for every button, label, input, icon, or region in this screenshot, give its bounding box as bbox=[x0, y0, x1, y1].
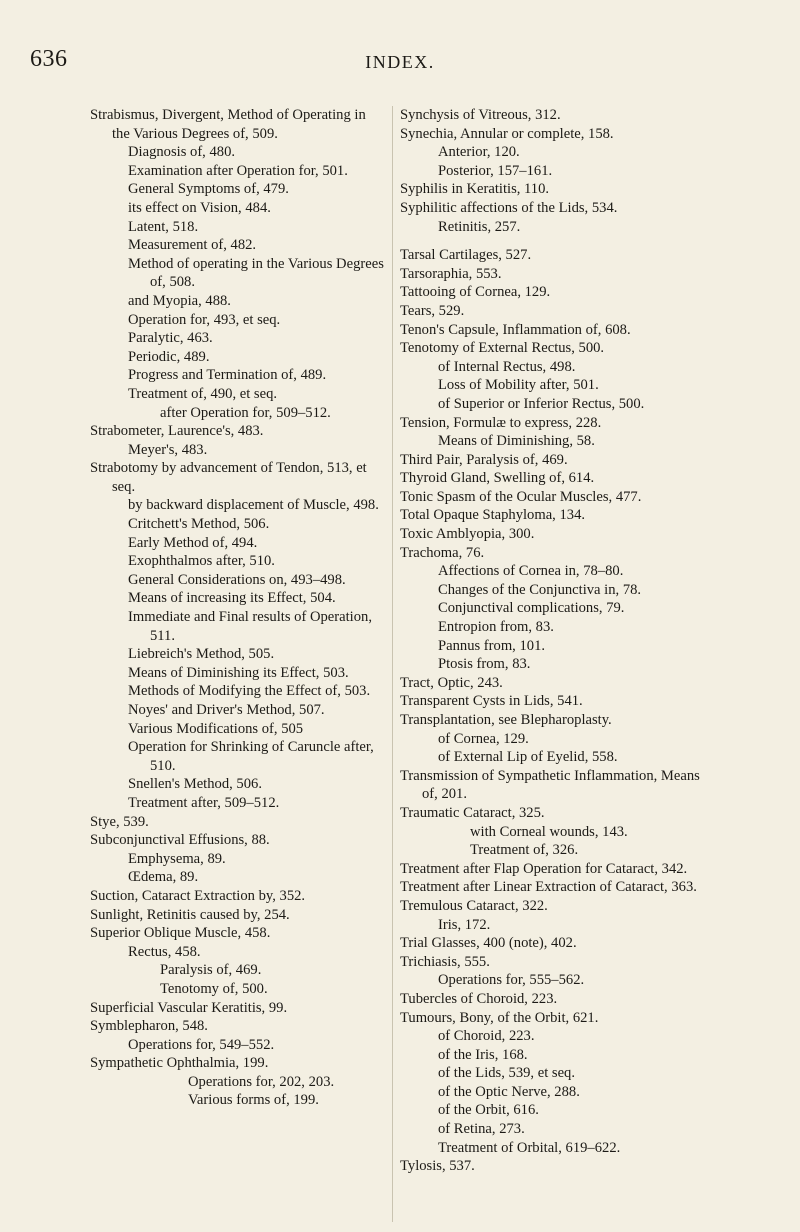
index-entry-text: Emphysema, 89. bbox=[128, 850, 226, 867]
index-column-right bbox=[400, 106, 705, 1176]
index-entry-text: after Operation for, 509–512. bbox=[160, 404, 331, 421]
page-number: 636 bbox=[30, 46, 68, 72]
index-entry bbox=[400, 860, 705, 879]
index-entry bbox=[90, 515, 386, 534]
index-entry bbox=[90, 738, 386, 775]
index-entry-text: Rectus, 458. bbox=[128, 943, 201, 960]
index-entry bbox=[90, 720, 386, 739]
index-entry-text: Early Method of, 494. bbox=[128, 534, 258, 551]
index-entry-text: Posterior, 157–161. bbox=[438, 162, 553, 179]
index-entry-text: Treatment of, 490, et seq. bbox=[128, 385, 278, 402]
index-entry bbox=[90, 682, 386, 701]
index-entry bbox=[400, 953, 705, 972]
index-entry bbox=[90, 571, 386, 590]
index-entry-text: Tubercles of Choroid, 223. bbox=[400, 990, 558, 1007]
index-entry-text: of the Iris, 168. bbox=[438, 1046, 528, 1063]
index-entry-text: Treatment of, 326. bbox=[470, 842, 579, 859]
index-entry-text: Syphilitic affections of the Lids, 534. bbox=[400, 199, 618, 216]
index-entry-text: Method of operating in the Various Degrees of, 508. bbox=[128, 255, 384, 291]
index-entry-text: Tenotomy of, 500. bbox=[160, 980, 268, 997]
index-entry bbox=[400, 711, 705, 730]
index-entry bbox=[400, 395, 705, 414]
index-entry-text: Symblepharon, 548. bbox=[90, 1018, 208, 1035]
index-entry bbox=[400, 469, 705, 488]
index-entry-text: of Retina, 273. bbox=[438, 1121, 525, 1138]
index-entry bbox=[400, 1120, 705, 1139]
index-entry-text: Operations for, 202, 203. bbox=[188, 1073, 335, 1090]
index-entry-text: and Myopia, 488. bbox=[128, 292, 231, 309]
index-entry bbox=[90, 143, 386, 162]
index-entry bbox=[400, 730, 705, 749]
index-entry bbox=[400, 1101, 705, 1120]
index-entry bbox=[400, 841, 705, 860]
index-entry bbox=[400, 934, 705, 953]
index-entry-text: Means of increasing its Effect, 504. bbox=[128, 590, 336, 607]
index-entry-text: Tarsoraphia, 553. bbox=[400, 265, 502, 282]
index-entry-text: Trichiasis, 555. bbox=[400, 953, 490, 970]
index-entry-text: Subconjunctival Effusions, 88. bbox=[90, 832, 270, 849]
index-entry-text: Diagnosis of, 480. bbox=[128, 144, 236, 161]
index-entry-text: Means of Diminishing its Effect, 503. bbox=[128, 664, 349, 681]
index-entry bbox=[400, 218, 705, 237]
index-entry bbox=[90, 701, 386, 720]
index-entry-text: Transparent Cysts in Lids, 541. bbox=[400, 693, 583, 710]
index-entry-text: Tension, Formulæ to express, 228. bbox=[400, 414, 602, 431]
index-entry bbox=[400, 878, 705, 897]
index-entry-text: Tarsal Cartilages, 527. bbox=[400, 247, 532, 264]
index-entry bbox=[90, 404, 386, 423]
index-entry bbox=[90, 589, 386, 608]
index-entry-text: Entropion from, 83. bbox=[438, 619, 554, 636]
index-entry-text: Sunlight, Retinitis caused by, 254. bbox=[90, 906, 290, 923]
index-entry-text: Noyes' and Driver's Method, 507. bbox=[128, 702, 325, 718]
index-entry-text: Operations for, 549–552. bbox=[128, 1036, 275, 1053]
index-entry-text: Trial Glasses, 400 (note), 402. bbox=[400, 935, 577, 952]
index-entry bbox=[400, 990, 705, 1009]
index-entry bbox=[400, 692, 705, 711]
index-entry-text: Stye, 539. bbox=[90, 813, 149, 830]
index-entry bbox=[90, 943, 386, 962]
index-entry-text: Treatment after Linear Extraction of Cataract, 363. bbox=[400, 879, 697, 896]
index-entry bbox=[400, 823, 705, 842]
index-entry-text: Transplantation, see Blepharoplasty. bbox=[400, 712, 612, 728]
index-entry-text: Syphilis in Keratitis, 110. bbox=[400, 181, 550, 198]
index-entry bbox=[90, 794, 386, 813]
index-entry-text: Various Modifications of, 505 bbox=[128, 720, 304, 737]
index-entry bbox=[90, 645, 386, 664]
index-entry-text: of External Lip of Eyelid, 558. bbox=[438, 749, 618, 766]
index-entry-text: Treatment after Flap Operation for Cataract, 342. bbox=[400, 860, 688, 877]
index-entry bbox=[400, 180, 705, 199]
index-entry-text: by backward displacement of Muscle, 498. bbox=[128, 497, 379, 514]
index-entry-text: of the Orbit, 616. bbox=[438, 1102, 539, 1119]
index-entry-text: Synchysis of Vitreous, 312. bbox=[400, 107, 561, 123]
index-entry bbox=[400, 637, 705, 656]
index-entry-text: Suction, Cataract Extraction by, 352. bbox=[90, 887, 306, 904]
index-entry-text: Means of Diminishing, 58. bbox=[438, 433, 595, 450]
index-entry-text: Latent, 518. bbox=[128, 218, 199, 235]
index-entry-text: Superior Oblique Muscle, 458. bbox=[90, 925, 271, 942]
index-entry-text: Snellen's Method, 506. bbox=[128, 776, 262, 793]
index-entry-text: of the Optic Nerve, 288. bbox=[438, 1083, 580, 1100]
index-entry-text: Synechia, Annular or complete, 158. bbox=[400, 125, 614, 142]
index-entry-text: Thyroid Gland, Swelling of, 614. bbox=[400, 470, 595, 487]
index-entry-text: Conjunctival complications, 79. bbox=[438, 600, 625, 617]
index-entry-text: Tenotomy of External Rectus, 500. bbox=[400, 340, 605, 357]
index-entry bbox=[90, 180, 386, 199]
index-entry-text: Periodic, 489. bbox=[128, 348, 210, 365]
index-entry bbox=[90, 311, 386, 330]
index-entry-text: Methods of Modifying the Effect of, 503. bbox=[128, 683, 371, 700]
index-entry-text: Toxic Amblyopia, 300. bbox=[400, 526, 535, 543]
index-entry bbox=[90, 608, 386, 645]
index-entry bbox=[90, 162, 386, 181]
index-entry bbox=[400, 767, 705, 804]
index-entry-text: Meyer's, 483. bbox=[128, 441, 208, 458]
index-entry bbox=[90, 980, 386, 999]
index-entry bbox=[90, 496, 386, 515]
index-entry bbox=[400, 265, 705, 284]
index-entry bbox=[400, 748, 705, 767]
index-entry-text: Strabismus, Divergent, Method of Operating in the Various Degrees of, 509. bbox=[90, 107, 366, 142]
index-entry-text: Iris, 172. bbox=[438, 916, 491, 933]
index-entry bbox=[400, 1046, 705, 1065]
index-entry-text: Third Pair, Paralysis of, 469. bbox=[400, 451, 568, 468]
index-entry bbox=[90, 459, 386, 496]
index-entry-text: Anterior, 120. bbox=[438, 144, 520, 161]
index-entry bbox=[400, 143, 705, 162]
index-entry bbox=[400, 125, 705, 144]
index-entry-text: Critchett's Method, 506. bbox=[128, 516, 270, 533]
index-entry bbox=[90, 255, 386, 292]
index-entry bbox=[90, 1036, 386, 1055]
index-entry bbox=[90, 1054, 386, 1073]
index-entry bbox=[400, 674, 705, 693]
index-entry-text: of Superior or Inferior Rectus, 500. bbox=[438, 395, 645, 412]
index-entry-text: Trachoma, 76. bbox=[400, 544, 485, 561]
index-entry-text: Strabometer, Laurence's, 483. bbox=[90, 423, 264, 440]
index-entry-text: Treatment of Orbital, 619–622. bbox=[438, 1139, 621, 1156]
index-entry bbox=[90, 199, 386, 218]
index-entry bbox=[400, 339, 705, 358]
column-divider bbox=[392, 106, 393, 1222]
index-entry bbox=[90, 552, 386, 571]
index-entry bbox=[400, 162, 705, 181]
index-entry bbox=[400, 432, 705, 451]
index-entry bbox=[400, 618, 705, 637]
index-entry bbox=[90, 887, 386, 906]
index-entry bbox=[400, 302, 705, 321]
index-entry-text: Total Opaque Staphyloma, 134. bbox=[400, 507, 586, 524]
index-entry-text: of Internal Rectus, 498. bbox=[438, 358, 576, 375]
index-entry-text: Examination after Operation for, 501. bbox=[128, 162, 348, 179]
index-entry bbox=[90, 441, 386, 460]
index-entry bbox=[90, 218, 386, 237]
index-entry-text: Paralysis of, 469. bbox=[160, 962, 262, 979]
index-column-left bbox=[90, 106, 386, 1110]
index-entry-text: Traumatic Cataract, 325. bbox=[400, 804, 545, 821]
index-entry bbox=[400, 581, 705, 600]
index-entry-text: Strabotomy by advancement of Tendon, 513, et seq. bbox=[90, 460, 367, 495]
index-entry bbox=[90, 775, 386, 794]
index-entry bbox=[400, 451, 705, 470]
index-entry bbox=[90, 329, 386, 348]
index-entry-text: Pannus from, 101. bbox=[438, 637, 546, 654]
index-entry bbox=[90, 906, 386, 925]
index-entry bbox=[400, 283, 705, 302]
index-entry bbox=[400, 525, 705, 544]
index-entry-text: of Choroid, 223. bbox=[438, 1028, 535, 1045]
index-entry-text: Tattooing of Cornea, 129. bbox=[400, 284, 551, 301]
index-entry bbox=[400, 414, 705, 433]
index-entry bbox=[90, 924, 386, 943]
index-entry-text: Operation for Shrinking of Caruncle after, 510. bbox=[128, 739, 374, 774]
index-entry bbox=[90, 831, 386, 850]
index-entry bbox=[400, 246, 705, 265]
index-entry bbox=[400, 321, 705, 340]
index-entry bbox=[90, 236, 386, 255]
index-entry-text: Transmission of Sympathetic Inflammation, Means of, 201. bbox=[400, 767, 700, 803]
running-head: INDEX. bbox=[365, 52, 435, 72]
index-entry bbox=[400, 804, 705, 823]
index-entry bbox=[400, 562, 705, 581]
index-entry-text: Various forms of, 199. bbox=[188, 1092, 319, 1109]
index-entry bbox=[400, 971, 705, 990]
index-entry bbox=[400, 106, 705, 125]
index-entry-text: Liebreich's Method, 505. bbox=[128, 646, 275, 663]
index-entry-text: Tylosis, 537. bbox=[400, 1158, 475, 1175]
index-entry-text: Immediate and Final results of Operation, 511. bbox=[128, 609, 372, 644]
index-entry bbox=[400, 1139, 705, 1158]
index-entry-text: Loss of Mobility after, 501. bbox=[438, 377, 599, 394]
index-entry bbox=[400, 1027, 705, 1046]
index-entry bbox=[90, 961, 386, 980]
index-entry bbox=[90, 850, 386, 869]
index-entry bbox=[90, 534, 386, 553]
index-entry-text: Operation for, 493, et seq. bbox=[128, 311, 281, 328]
index-entry bbox=[90, 366, 386, 385]
index-entry-text: Treatment after, 509–512. bbox=[128, 794, 280, 811]
index-entry bbox=[400, 599, 705, 618]
index-entry-text: Progress and Termination of, 489. bbox=[128, 367, 327, 384]
index-entry bbox=[90, 385, 386, 404]
index-entry bbox=[90, 1091, 386, 1110]
index-entry bbox=[400, 199, 705, 218]
index-entry bbox=[400, 916, 705, 935]
index-entry-text: Tremulous Cataract, 322. bbox=[400, 897, 548, 914]
index-entry-text: Tears, 529. bbox=[400, 302, 465, 319]
index-entry-text: Affections of Cornea in, 78–80. bbox=[438, 563, 624, 580]
index-entry-text: Retinitis, 257. bbox=[438, 218, 521, 235]
index-entry bbox=[90, 868, 386, 887]
index-entry-text: Tumours, Bony, of the Orbit, 621. bbox=[400, 1009, 599, 1026]
index-entry-text: Exophthalmos after, 510. bbox=[128, 553, 275, 570]
index-entry bbox=[90, 1073, 386, 1092]
index-entry bbox=[90, 1017, 386, 1036]
index-entry-text: Tonic Spasm of the Ocular Muscles, 477. bbox=[400, 488, 642, 505]
index-entry-text: Tenon's Capsule, Inflammation of, 608. bbox=[400, 321, 631, 338]
index-entry-text: Œdema, 89. bbox=[128, 869, 199, 886]
index-entry bbox=[400, 1157, 705, 1176]
index-entry bbox=[400, 376, 705, 395]
index-entry-text: Tract, Optic, 243. bbox=[400, 674, 503, 691]
index-entry bbox=[400, 544, 705, 563]
index-entry-text: General Considerations on, 493–498. bbox=[128, 571, 346, 588]
index-entry bbox=[400, 1009, 705, 1028]
index-entry-text: Changes of the Conjunctiva in, 78. bbox=[438, 581, 642, 598]
index-entry-text: Superficial Vascular Keratitis, 99. bbox=[90, 999, 288, 1016]
index-entry bbox=[90, 348, 386, 367]
index-entry bbox=[90, 999, 386, 1018]
index-entry bbox=[90, 664, 386, 683]
index-entry-text: Measurement of, 482. bbox=[128, 237, 257, 254]
index-entry bbox=[400, 488, 705, 507]
index-entry bbox=[90, 422, 386, 441]
index-entry bbox=[400, 1083, 705, 1102]
index-entry-text: its effect on Vision, 484. bbox=[128, 199, 271, 216]
index-entry-text: Operations for, 555–562. bbox=[438, 972, 585, 989]
index-entry-text: Ptosis from, 83. bbox=[438, 656, 531, 673]
index-entry bbox=[90, 813, 386, 832]
index-entry bbox=[90, 292, 386, 311]
index-entry-text: Paralytic, 463. bbox=[128, 330, 213, 347]
index-entry-text: Sympathetic Ophthalmia, 199. bbox=[90, 1055, 269, 1072]
index-entry-text: of Cornea, 129. bbox=[438, 730, 529, 747]
index-entry bbox=[400, 655, 705, 674]
index-entry bbox=[400, 897, 705, 916]
index-entry-text: with Corneal wounds, 143. bbox=[470, 823, 628, 840]
index-entry bbox=[400, 358, 705, 377]
index-entry-text: General Symptoms of, 479. bbox=[128, 181, 289, 198]
index-entry bbox=[400, 506, 705, 525]
index-entry bbox=[400, 1064, 705, 1083]
index-entry-text: of the Lids, 539, et seq. bbox=[438, 1065, 575, 1082]
index-entry bbox=[90, 106, 386, 143]
